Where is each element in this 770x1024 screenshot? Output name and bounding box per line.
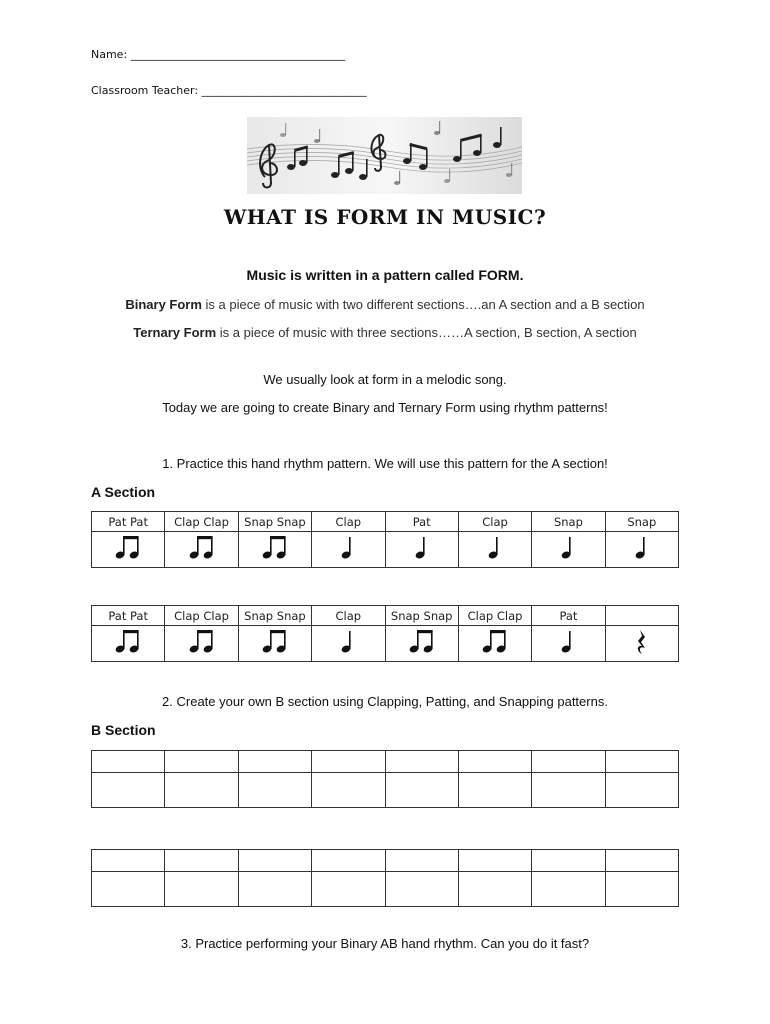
rhythm-label: Snap Snap: [238, 512, 311, 532]
blank-note-cell[interactable]: [458, 872, 531, 907]
blank-label-cell[interactable]: [385, 751, 458, 773]
blank-note-cell[interactable]: [605, 872, 678, 907]
blank-label-cell[interactable]: [605, 751, 678, 773]
blank-note-cell[interactable]: [458, 773, 531, 808]
blank-label-cell[interactable]: [458, 751, 531, 773]
blank-label-cell[interactable]: [238, 751, 311, 773]
blank-note-cell[interactable]: [92, 773, 165, 808]
blank-label-cell[interactable]: [312, 850, 385, 872]
a-section-table-1: [91, 511, 679, 568]
rhythm-label: Clap Clap: [165, 512, 238, 532]
subtitle: Music is written in a pattern called FORM.: [246, 267, 524, 283]
ternary-form-definition: [0, 325, 770, 340]
blank-note-cell[interactable]: [238, 872, 311, 907]
rhythm-label: Clap Clap: [165, 606, 238, 626]
eighth-note-pair-icon: [92, 626, 165, 662]
intro-line-2: Today we are going to create Binary and Ternary Form using rhythm patterns!: [162, 400, 608, 415]
b-section-label: B Section: [91, 722, 156, 738]
binary-form-definition: [0, 297, 770, 312]
eighth-note-pair-icon: [238, 626, 311, 662]
eighth-note-pair-icon: [385, 626, 458, 662]
rhythm-label: [605, 606, 678, 626]
music-notes-banner-icon: [247, 117, 522, 194]
step-2-instruction: 2. Create your own B section using Clapping, Patting, and Snapping patterns.: [162, 694, 608, 709]
step-1-instruction: 1. Practice this hand rhythm pattern. We will use this pattern for the A section!: [162, 456, 608, 471]
ternary-form-term: Ternary Form: [133, 325, 217, 340]
blank-note-cell[interactable]: [312, 773, 385, 808]
b-section-table-1: [91, 750, 679, 808]
binary-form-text: is a piece of music with two different sections….an A section and a B section: [201, 297, 645, 312]
quarter-note-icon: [605, 532, 678, 568]
blank-note-cell[interactable]: [165, 872, 238, 907]
ternary-form-text: is a piece of music with three sections……A section, B section, A section: [216, 325, 637, 340]
rhythm-label: Snap Snap: [238, 606, 311, 626]
rhythm-label: Pat Pat: [92, 512, 165, 532]
blank-note-cell[interactable]: [238, 773, 311, 808]
blank-label-cell[interactable]: [165, 850, 238, 872]
classroom-teacher-field: Classroom Teacher: ______________________________: [91, 84, 367, 97]
intro-line-1: We usually look at form in a melodic song.: [263, 372, 507, 387]
blank-note-cell[interactable]: [385, 872, 458, 907]
quarter-note-icon: [458, 532, 531, 568]
rhythm-label: Clap: [458, 512, 531, 532]
blank-note-cell[interactable]: [532, 773, 605, 808]
b-section-table-2: [91, 849, 679, 907]
eighth-note-pair-icon: [165, 626, 238, 662]
binary-form-term: Binary Form: [125, 297, 202, 312]
blank-label-cell[interactable]: [605, 850, 678, 872]
blank-label-cell[interactable]: [532, 751, 605, 773]
rhythm-label: Snap: [605, 512, 678, 532]
eighth-note-pair-icon: [165, 532, 238, 568]
a-section-label: A Section: [91, 484, 156, 500]
blank-note-cell[interactable]: [532, 872, 605, 907]
quarter-note-icon: [532, 626, 605, 662]
rhythm-label: Pat: [532, 606, 605, 626]
quarter-note-icon: [312, 532, 385, 568]
rhythm-label: Snap: [532, 512, 605, 532]
quarter-note-icon: [532, 532, 605, 568]
rhythm-label: Clap: [312, 512, 385, 532]
rhythm-label: Clap Clap: [458, 606, 531, 626]
blank-note-cell[interactable]: [92, 872, 165, 907]
blank-note-cell[interactable]: [605, 773, 678, 808]
name-field: Name: _______________________________________: [91, 48, 346, 61]
blank-label-cell[interactable]: [385, 850, 458, 872]
rhythm-label: Pat: [385, 512, 458, 532]
blank-label-cell[interactable]: [92, 751, 165, 773]
eighth-note-pair-icon: [92, 532, 165, 568]
eighth-note-pair-icon: [238, 532, 311, 568]
blank-label-cell[interactable]: [532, 850, 605, 872]
blank-label-cell[interactable]: [458, 850, 531, 872]
step-3-instruction: 3. Practice performing your Binary AB hand rhythm. Can you do it fast?: [180, 936, 590, 951]
blank-note-cell[interactable]: [312, 872, 385, 907]
eighth-note-pair-icon: [458, 626, 531, 662]
blank-label-cell[interactable]: [312, 751, 385, 773]
rhythm-label: Snap Snap: [385, 606, 458, 626]
blank-label-cell[interactable]: [238, 850, 311, 872]
rhythm-label: Pat Pat: [92, 606, 165, 626]
quarter-note-icon: [312, 626, 385, 662]
quarter-rest-icon: [605, 626, 678, 662]
blank-note-cell[interactable]: [165, 773, 238, 808]
blank-label-cell[interactable]: [92, 850, 165, 872]
a-section-table-2: [91, 605, 679, 662]
quarter-note-icon: [385, 532, 458, 568]
rhythm-label: Clap: [312, 606, 385, 626]
blank-label-cell[interactable]: [165, 751, 238, 773]
blank-note-cell[interactable]: [385, 773, 458, 808]
worksheet-title: WHAT IS FORM IN MUSIC?: [223, 205, 547, 229]
